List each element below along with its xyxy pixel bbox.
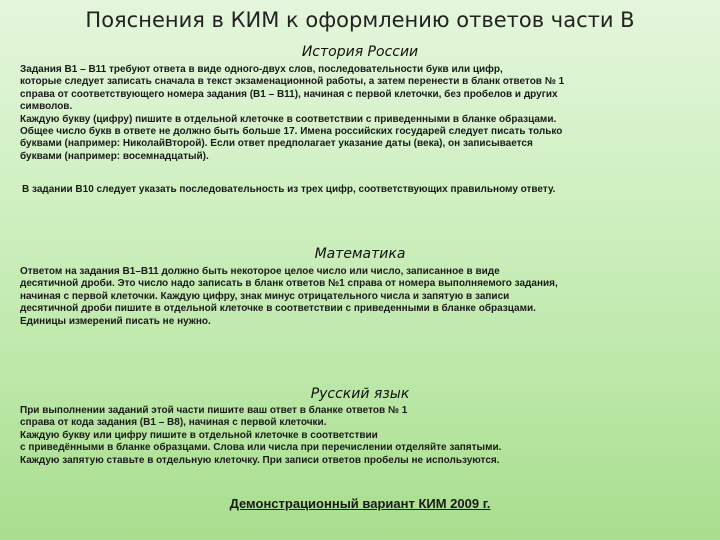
russian-instructions: При выполнении заданий этой части пишите ваш ответ в бланке ответов № 1 справа от кода задания (В1 – В8), начиная с первой клеточки. Каждую букву или цифру пишите в отдельной клеточке в соответствии с приведёнными в бланке образцами. Слова или числа при перечислении отделяйте запятыми. Каждую запятую ставьте в отдельную клеточку. При записи ответов пробелы не используются. bbox=[20, 405, 502, 466]
section-heading-history: История России bbox=[301, 44, 419, 60]
page-title: Пояснения в КИМ к оформлению ответов части В bbox=[85, 8, 635, 32]
section-heading-math: Математика bbox=[314, 246, 406, 262]
history-note: В задании В10 следует указать последовательность из трех цифр, соответствующих правильному ответу. bbox=[22, 184, 556, 195]
math-instructions: Ответом на задания В1–В11 должно быть некоторое целое число или число, записанное в виде десятичной дроби. Это число надо записать в бланк ответов №1 справа от номера выполняемого задания, начиная с первой клеточки. Каждую цифру, знак минус отрицательного числа и запятую в записи десятичной дроби пишите в отдельной клеточке в соответствии с приведенными в бланке образцами. Единицы измерений писать не нужно. bbox=[20, 266, 558, 327]
section-heading-russian: Русский язык bbox=[310, 386, 410, 402]
footer-link[interactable]: Демонстрационный вариант КИМ 2009 г. bbox=[229, 496, 491, 511]
history-instructions: Задания В1 – В11 требуют ответа в виде одного-двух слов, последовательности букв или цифр, которые следует записать сначала в текст экзаменационной работы, а затем перенести в бланк ответов № 1 справа от соответствующего номера задания (В1 – В11), начиная с первой клеточки, без пробелов и других символов. Каждую букву (цифру) пишите в отдельной клеточке в соответствии с приведенными в бланке образцами. Общее число букв в ответе не должно быть больше 17. Имена российских государей следует писать только буквами (например: НиколайВторой). Если ответ предполагает указание даты (века), он записывается буквами (например: восемнадцатый). bbox=[20, 64, 565, 162]
